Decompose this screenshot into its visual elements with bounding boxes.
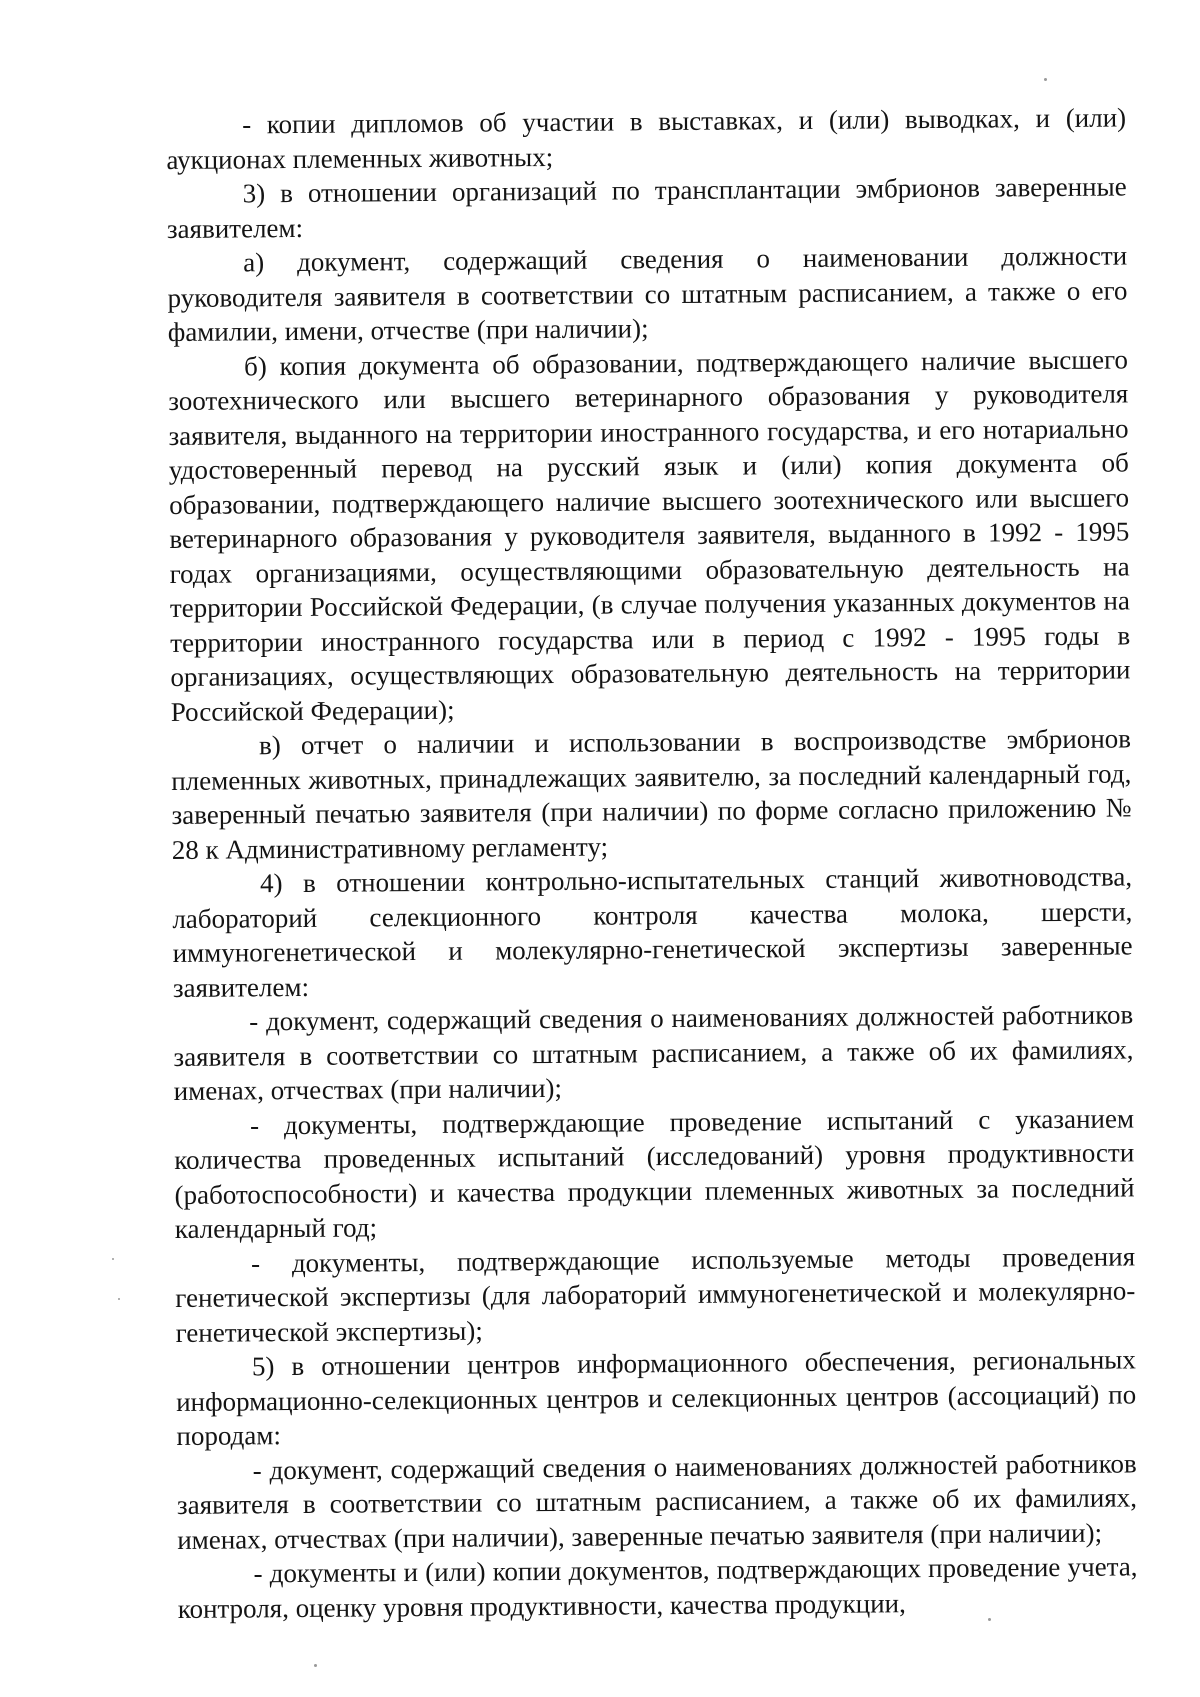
paragraph-item-3-embryo-transplant: 3) в отношении организаций по трансплантации эмбрионов заверенные заявителем: — [166, 171, 1127, 244]
paragraph-item-4-staff-document: - документ, содержащий сведения о наименованиях должностей работников заявителя в соответствии со штатным расписанием, а также об их фамилиях, именах, отчествах (при наличии); — [173, 999, 1134, 1106]
paragraph-item-4-test-documents: - документы, подтверждающие проведение испытаний с указанием количества проведенных испытаний (исследований) уровня продуктивности (работоспособности) и качества продукции племенных животных за последний календарный год; — [174, 1102, 1135, 1244]
scan-speck — [1044, 78, 1047, 81]
paragraph-item-4-methods-documents: - документы, подтверждающие используемые методы проведения генетической экспертизы (для лабораторий иммуногенетической и молекулярно-генетической экспертизы); — [175, 1240, 1136, 1348]
paragraph-item-5-information-centers: 5) в отношении центров информационного обеспечения, региональных информационно-селекционных центров и селекционных центров (ассоциаций) по породам: — [176, 1344, 1137, 1451]
scan-speck — [314, 1664, 317, 1667]
paragraph-item-5-accounting-documents: - документы и (или) копии документов, подтверждающих проведение учета, контроля, оценку уровня продуктивности, качества продукции, — [177, 1551, 1138, 1624]
paragraph-diploma-copies: - копии дипломов об участии в выставках, и (или) выводках, и (или) аукционах племенных животных; — [166, 102, 1127, 175]
paragraph-item-5-staff-document: - документ, содержащий сведения о наименованиях должностей работников заявителя в соответствии со штатным расписанием, а также об их фамилиях, именах, отчествах (при наличии), заверенные печатью заявителя (при наличии); — [176, 1447, 1138, 1555]
scan-speck — [988, 1618, 991, 1621]
paragraph-item-3v: в) отчет о наличии и использовании в воспроизводстве эмбрионов племенных животных, принадлежащих заявителю, за последний календарный год, заверенный печатью заявителя (при наличии) по форме согласно приложению № 28 к Административному регламенту; — [171, 723, 1132, 865]
scan-speck — [112, 1258, 114, 1260]
paragraph-item-4-control-stations: 4) в отношении контрольно-испытательных станций животноводства, лабораторий селекционного контроля качества молока, шерсти, иммуногенетической и молекулярно-генетической экспертизы заверенные заявителем: — [172, 861, 1133, 1003]
scan-speck — [118, 1298, 120, 1300]
paragraph-item-3b: б) копия документа об образовании, подтверждающего наличие высшего зоотехнического или высшего ветеринарного образования у руководителя заявителя, выданного на территории иностранного государства, и его нотариально удостоверенный перевод на русский язык и (или) копия документа об образовании, подтверждающего наличие высшего зоотехнического или высшего ветеринарного образования у руководителя заявителя, выданного в 1992 - 1995 годах организациями, осуществляющими образовательную деятельность на территории Российской Федерации, (в случае получения указанных документов на территории иностранного государства или в период с 1992 - 1995 годы в организациях, осуществляющих образовательную деятельность на территории Российской Федерации); — [168, 343, 1131, 727]
paragraph-item-3a: а) документ, содержащий сведения о наименовании должности руководителя заявителя в соответствии со штатным расписанием, а также о его фамилии, имени, отчестве (при наличии); — [167, 240, 1128, 347]
document-body — [166, 100, 1138, 1625]
